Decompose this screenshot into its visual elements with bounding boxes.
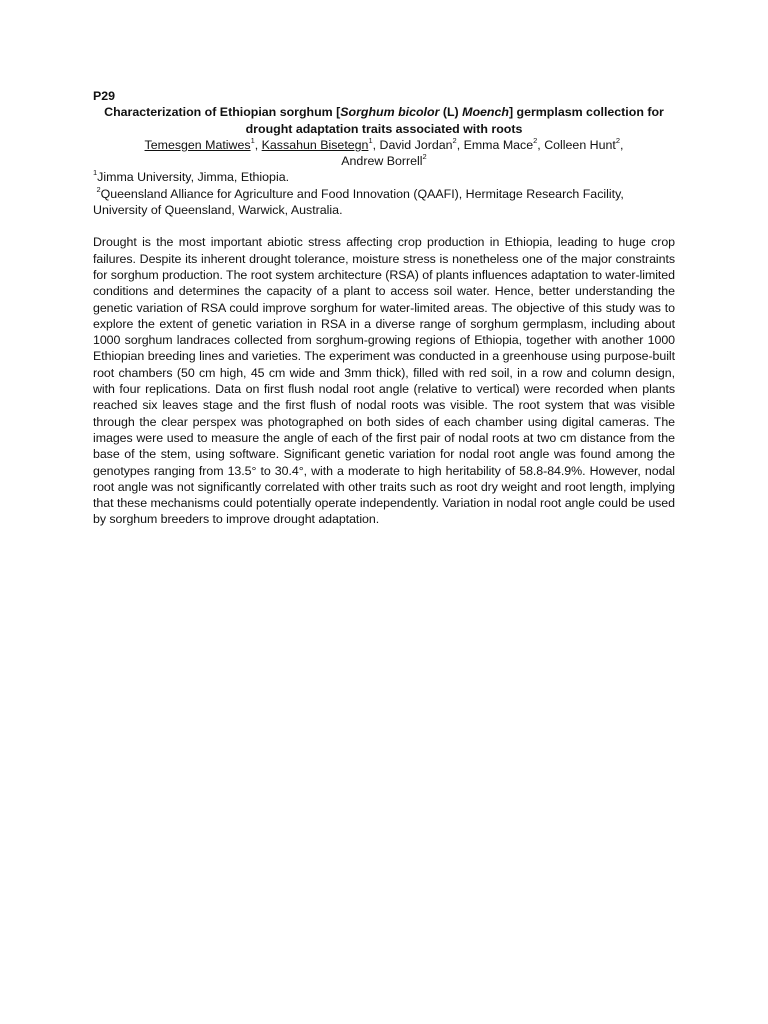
title-authority: Moench bbox=[462, 105, 509, 120]
author-affiliation: 1 bbox=[368, 135, 373, 145]
title-part-2: (L) bbox=[439, 105, 463, 120]
affiliation-text: Queensland Alliance for Agriculture and Food Innovation (QAAFI), Hermitage Research Facility, University of Queensland, Warwick, Australia. bbox=[93, 186, 624, 218]
abstract-title bbox=[93, 104, 675, 137]
author-affiliation: 2 bbox=[533, 135, 538, 145]
title-species: Sorghum bicolor bbox=[340, 105, 440, 120]
author-name: Emma Mace bbox=[463, 137, 534, 152]
title-part-3: ] germplasm collection for drought adaptation traits associated with roots bbox=[245, 105, 664, 136]
title-part-1: Characterization of Ethiopian sorghum [ bbox=[104, 105, 341, 120]
author-affiliation: 2 bbox=[422, 152, 427, 162]
author-affiliation: 1 bbox=[250, 135, 255, 145]
abstract-code: P29 bbox=[93, 89, 116, 103]
affiliation-1 bbox=[93, 169, 675, 185]
affiliation-text: Jimma University, Jimma, Ethiopia. bbox=[97, 170, 290, 185]
author-name: Temesgen Matiwes bbox=[144, 137, 251, 152]
affiliation-number: 1 bbox=[93, 168, 98, 178]
affiliation-number: 2 bbox=[96, 184, 101, 194]
author-name: Colleen Hunt bbox=[544, 137, 616, 152]
author-name: Kassahun Bisetegn bbox=[261, 137, 369, 152]
author-name: Andrew Borrell bbox=[341, 154, 423, 169]
author-name: David Jordan bbox=[379, 137, 453, 152]
author-affiliation: 2 bbox=[615, 135, 620, 145]
abstract-page bbox=[93, 88, 675, 528]
author-list: Temesgen Matiwes$^1$, Kassahun Bisetegn$^1$, David Jordan$^2$, Emma Mace$^2$, Colleen Hunt$^2$, Andrew Borrell$^2$ bbox=[144, 135, 624, 169]
affiliation-2 bbox=[93, 186, 675, 219]
abstract-body: Drought is the most important abiotic stress affecting crop production in Ethiopia, leading to huge crop failures. Despite its inherent drought tolerance, moisture stress is nonetheless one of the major constraints for sorghum production. The root system architecture (RSA) of plants influences adaptation to water-limited conditions and determines the capacity of a plant to access soil water. Hence, better understanding the genetic variation of RSA could improve sorghum for water-limited areas. The objective of this study was to explore the extent of genetic variation in RSA in a diverse range of sorghum germplasm, including about 1000 sorghum landraces collected from sorghum-growing regions of Ethiopia, together with another 1000 Ethiopian breeding lines and varieties. The experiment was conducted in a greenhouse using purpose-built root chambers (50 cm high, 45 cm wide and 3mm thick), filled with red soil, in a row and column design, with four replications. Data on first flush nodal root angle (relative to vertical) were recorded when plants reached six leaves stage and the first flush of nodal roots was visible. The root system that was visible through the clear perspex was photographed on both sides of each chamber using digital cameras. The images were used to measure the angle of each of the first pair of nodal roots at two cm distance from the base of the stem, using software. Significant genetic variation for nodal root angle was found among the genotypes ranging from 13.5° to 30.4°, with a moderate to high heritability of 58.8-84.9%. However, nodal root angle was not significantly correlated with other traits such as root dry weight and root length, implying that these mechanisms could potentially operate independently. Variation in nodal root angle could be used by sorghum breeders to improve drought adaptation. bbox=[93, 235, 675, 527]
author-affiliation: 2 bbox=[452, 135, 457, 145]
